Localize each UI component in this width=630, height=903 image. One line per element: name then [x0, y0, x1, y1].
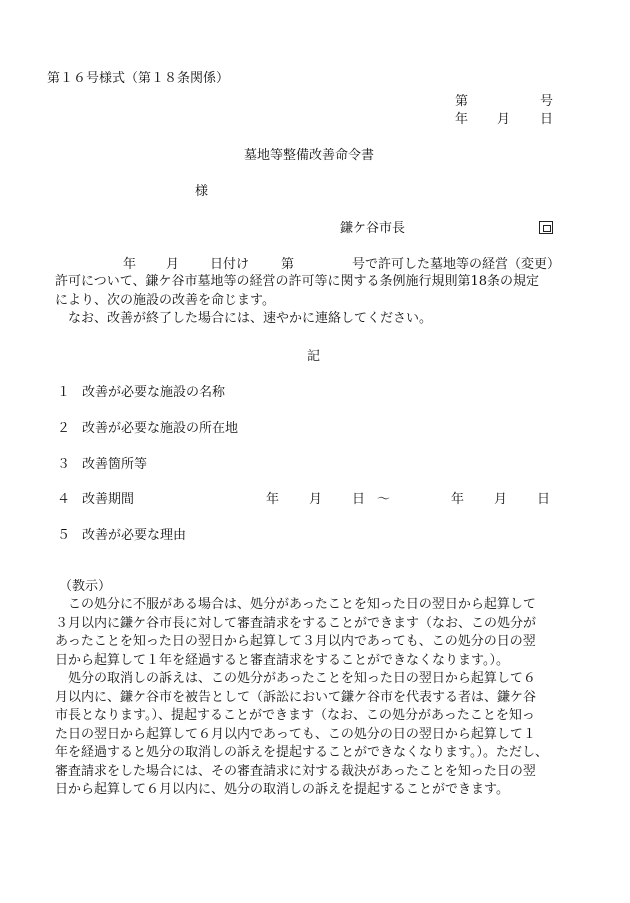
period-end-year: 年: [451, 492, 465, 507]
body-line: 許可について、鎌ケ谷市墓地等の経営の許可等に関する条例施行規則第18条の規定: [55, 274, 540, 289]
form-identifier: 第１６号様式（第１８条関係）: [47, 71, 230, 86]
notice-line: 月以内に、鎌ケ谷市を被告として（訴訟において鎌ケ谷市を代表する者は、鎌ケ谷: [55, 689, 537, 705]
item-label: 改善期間: [82, 492, 135, 507]
notice-body: [55, 596, 580, 800]
notice-line: 市長となります。）、提起することができます（なお、この処分があったことを知っ: [55, 708, 535, 723]
period-start-year: 年: [266, 492, 280, 507]
notice-line: 年を経過すると処分の取消しの訴えを提起することができなくなります。）。ただし、: [55, 745, 548, 760]
period-start-month: 月: [309, 492, 323, 507]
item-label: 改善が必要な理由: [82, 528, 187, 543]
notice-line: た日の翌日から起算して６月以内であっても、この処分の日の翌日から起算して１: [55, 726, 536, 742]
notice-heading: （教示）: [59, 579, 112, 594]
number-suffix: 号: [540, 94, 554, 109]
item-number: ２: [57, 421, 71, 436]
notice-line: ３月以内に鎌ケ谷市長に対して審査請求をすることができます（なお、この処分が: [55, 615, 537, 631]
notice-line: あったことを知った日の翌日から起算して３月以内であっても、この処分の日の翌: [55, 634, 536, 649]
body-line: なお、改善が終了した場合には、速やかに連絡してください。: [55, 311, 433, 326]
document-title: 墓地等整備改善命令書: [244, 148, 375, 163]
item-number: ５: [57, 528, 71, 543]
notice-line: 審査請求をした場合には、その審査請求に対する裁決があったことを知った日の翌: [55, 763, 536, 779]
period-end-day: 日: [537, 492, 551, 507]
date-day: 日: [540, 112, 554, 127]
item-label: 改善箇所等: [82, 457, 148, 472]
period-end-month: 月: [494, 492, 508, 507]
permit-number-suffix: 号で許可した墓地等の経営（変更）: [352, 257, 561, 272]
item-label: 改善が必要な施設の名称: [82, 385, 226, 400]
body-paragraph: [55, 273, 580, 329]
issuer-name: 鎌ケ谷市長: [340, 221, 406, 236]
notice-line: 処分の取消しの訴えは、この処分があったことを知った日の翌日から起算して６: [55, 671, 536, 686]
item-label: 改善が必要な施設の所在地: [82, 421, 239, 436]
number-prefix: 第: [455, 94, 469, 109]
seal-mark: [539, 221, 553, 234]
permit-dated: 日付け: [210, 257, 250, 272]
item-number: １: [57, 385, 71, 400]
date-month: 月: [497, 112, 511, 127]
period-start-day: 日: [352, 492, 366, 507]
notice-line: 日から起算して６月以内に、処分の取消しの訴えを提起することができます。: [55, 782, 509, 797]
item-number: ３: [57, 457, 71, 472]
permit-month: 月: [166, 257, 180, 272]
permit-number-prefix: 第: [281, 257, 295, 272]
period-tilde: ～: [377, 492, 391, 507]
notice-line: この処分に不服がある場合は、処分があったことを知った日の翌日から起算して: [55, 597, 536, 612]
ki-heading: 記: [307, 349, 321, 364]
date-year: 年: [455, 112, 469, 127]
item-number: ４: [57, 492, 71, 507]
notice-line: 日から起算して１年を経過すると審査請求をすることができなくなります。）。: [55, 652, 509, 668]
addressee-honorific: 様: [195, 184, 209, 199]
permit-year: 年: [123, 257, 137, 272]
body-line: により、次の施設の改善を命じます。: [55, 292, 275, 308]
